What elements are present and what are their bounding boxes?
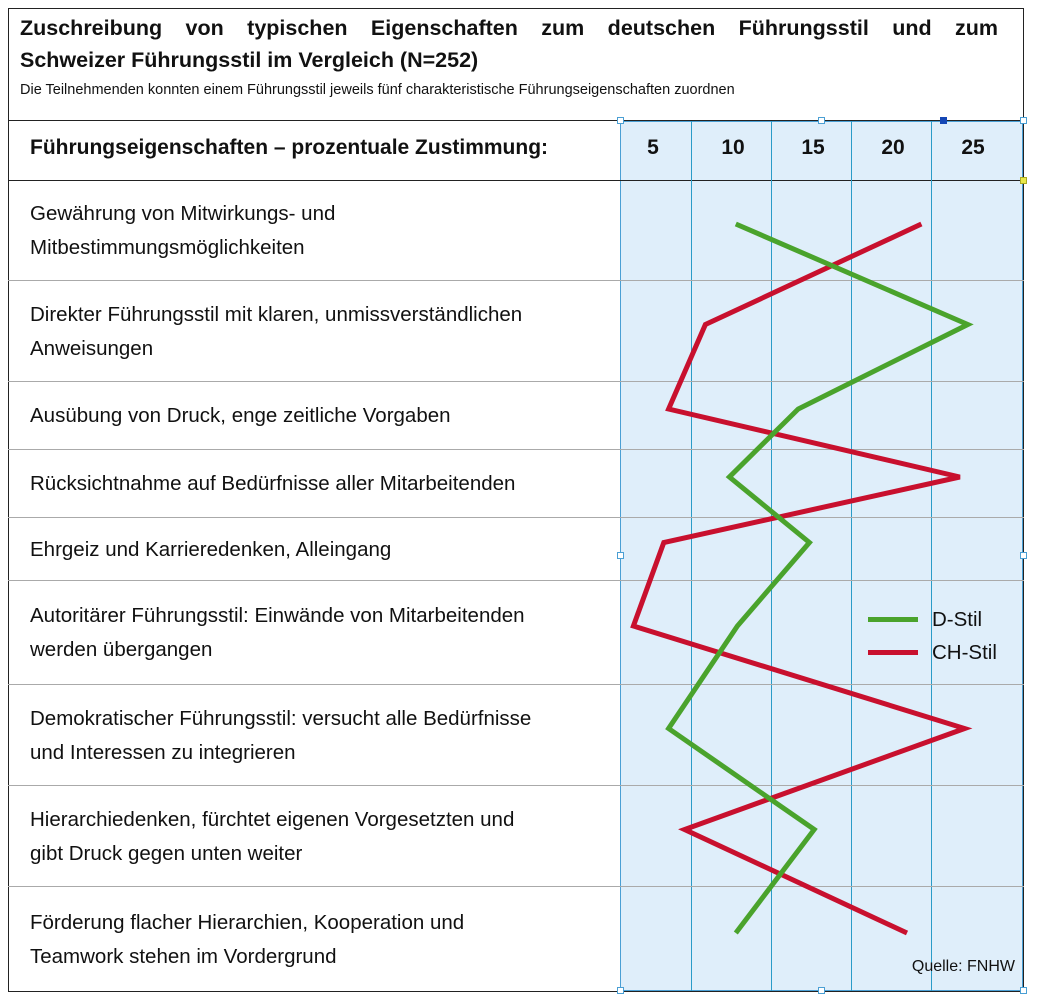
category-label-line: Teamwork stehen im Vordergrund xyxy=(30,945,337,968)
selection-handle-overflow xyxy=(1020,177,1027,184)
legend-item-d-stil xyxy=(868,603,997,636)
selection-handle-active xyxy=(940,117,947,124)
legend-label-ch: CH-Stil xyxy=(932,640,997,664)
selection-handle xyxy=(1020,117,1027,124)
category-label-line: Gewährung von Mitwirkungs- und xyxy=(30,202,336,225)
category-label-line: Hierarchiedenken, fürchtet eigenen Vorgesetzten und xyxy=(30,807,515,831)
category-label-line: Mitbestimmungsmöglichkeiten xyxy=(30,236,305,259)
title-line-1: Zuschreibung von typischen Eigenschaften zum deutschen Führungsstil und zum xyxy=(20,16,998,40)
category-label-line: werden übergangen xyxy=(30,638,213,661)
category-label-line: und Interessen zu integrieren xyxy=(30,740,296,764)
header-label: Führungseigenschaften – prozentuale Zustimmung: xyxy=(30,136,549,159)
category-label-line: Förderung flacher Hierarchien, Kooperation und xyxy=(30,911,465,934)
chart-subtitle: Die Teilnehmenden konnten einem Führungsstil jeweils fünf charakteristische Führungseigenschaften zuordnen xyxy=(20,82,735,98)
category-label-line: Anweisungen xyxy=(30,336,154,360)
category-label-line: Rücksichtnahme auf Bedürfnisse aller Mitarbeitenden xyxy=(30,472,516,495)
selection-handle xyxy=(617,987,624,994)
category-label-line: Demokratischer Führungsstil: versucht alle Bedürfnisse xyxy=(30,706,532,730)
legend-label-d: D-Stil xyxy=(932,607,983,631)
category-label-line: gibt Druck gegen unten weiter xyxy=(30,841,303,865)
title-line-2: Schweizer Führungsstil im Vergleich (N=252) xyxy=(20,48,479,72)
selection-handle xyxy=(818,117,825,124)
legend-swatch-d xyxy=(868,617,918,622)
category-label-line: Ausübung von Druck, enge zeitliche Vorgaben xyxy=(30,404,451,427)
selection-handle xyxy=(1020,552,1027,559)
x-tick-label: 15 xyxy=(801,136,825,159)
series-line-d-stil xyxy=(669,224,968,933)
source-note: Quelle: FNHW xyxy=(911,958,1015,975)
selection-handle xyxy=(617,552,624,559)
series-line-ch-stil xyxy=(633,224,964,933)
selection-handle xyxy=(1020,987,1027,994)
x-tick-label: 20 xyxy=(881,136,905,159)
legend-swatch-ch xyxy=(868,650,918,655)
legend xyxy=(868,603,997,669)
x-tick-label: 25 xyxy=(961,136,985,159)
category-label-line: Ehrgeiz und Karrieredenken, Alleingang xyxy=(30,537,392,561)
selection-handle xyxy=(818,987,825,994)
legend-item-ch-stil xyxy=(868,636,997,669)
category-label-line: Direkter Führungsstil mit klaren, unmissverständlichen xyxy=(30,302,523,326)
selection-handle xyxy=(617,117,624,124)
category-label-line: Autoritärer Führungsstil: Einwände von Mitarbeitenden xyxy=(30,604,525,627)
x-tick-label: 10 xyxy=(721,136,745,159)
x-tick-label: 5 xyxy=(647,136,659,159)
